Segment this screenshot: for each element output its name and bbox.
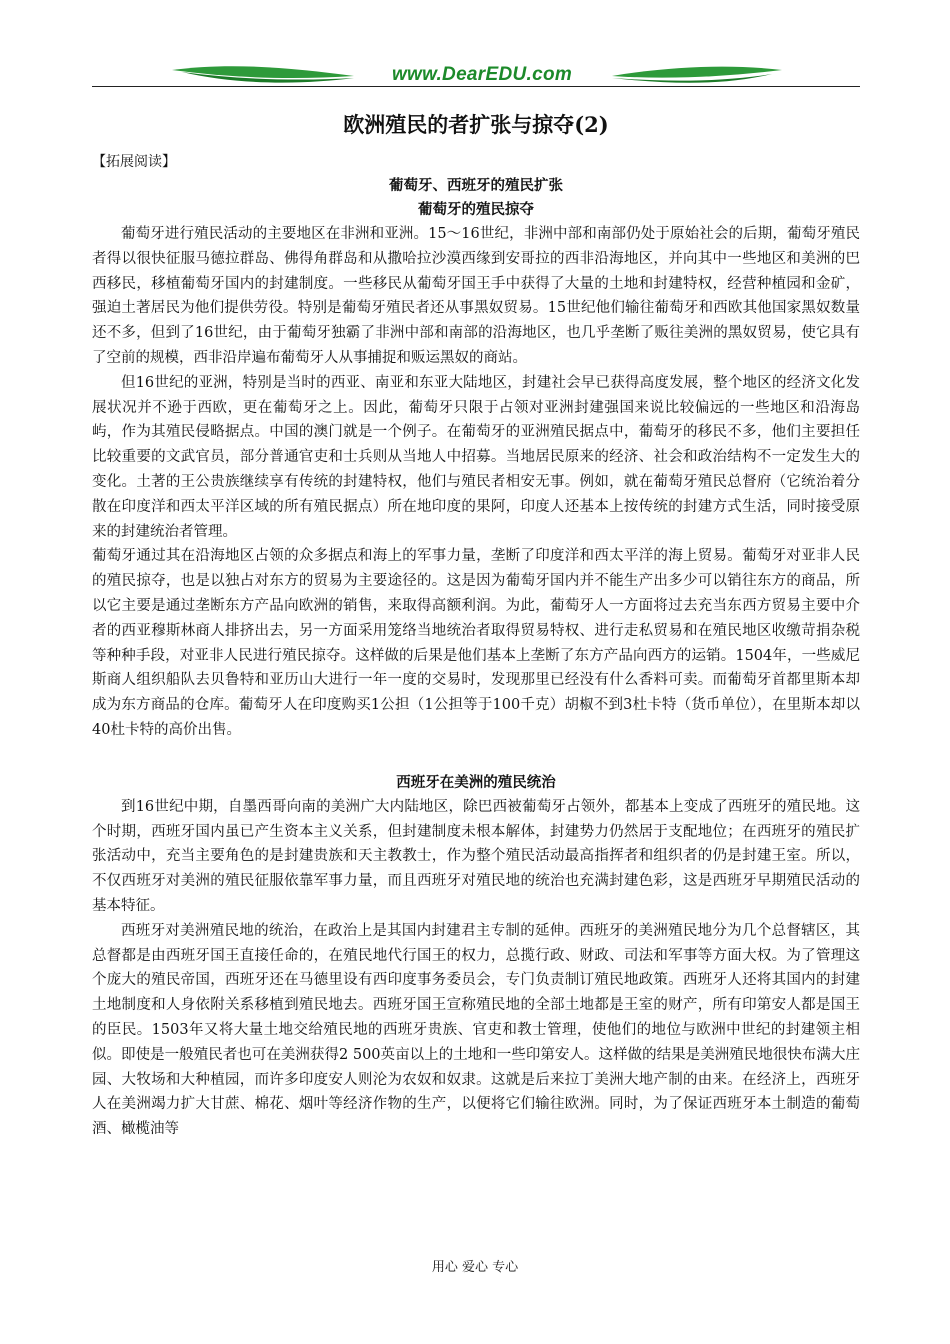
paragraph-3: 葡萄牙通过其在沿海地区占领的众多据点和海上的军事力量，垄断了印度洋和西太平洋的海上贸易。葡萄牙对亚非人民的殖民掠夺，也是以独占对东方的贸易为主要途径的。这是因为葡萄牙国内并不能生产出多少可以销往东方的商品，所以它主要是通过垄断东方产品向欧洲的销售，来取得高额利润。为此，葡萄牙人一方面将过去充当东西方贸易主要中介者的西亚穆斯林商人排挤出去，另一方面采用笼络当地统治者取得贸易特权、进行走私贸易和在殖民地区收缴苛捐杂税等种种手段，对亚非人民进行殖民掠夺。这样做的后果是他们基本上垄断了东方产品向西方的运销。1504年，一些威尼斯商人组织船队去贝鲁特和亚历山大进行一年一度的交易时，发现那里已经没有什么香料可卖。而葡萄牙首都里斯本却成为东方商品的仓库。葡萄牙人在印度购买1公担（1公担等于100千克）胡椒不到3杜卡特（货币单位），在里斯本却以40杜卡特的高价出售。 (92, 548, 860, 738)
paragraph-1: 葡萄牙进行殖民活动的主要地区在非洲和亚洲。15～16世纪，非洲中部和南部仍处于原始社会的后期，葡萄牙殖民者得以很快征服马德拉群岛、佛得角群岛和从撒哈拉沙漠西缘到安哥拉的西非沿海地区，并向其中一些地区和美洲的巴西移民，移植葡萄牙国内的封建制度。一些移民从葡萄牙国王手中获得了大量的土地和封建特权，经营种植园和金矿，强迫土著居民为他们提供劳役。特别是葡萄牙殖民者还从事黑奴贸易。15世纪他们输往葡萄牙和西欧其他国家黑奴数量还不多，但到了16世纪，由于葡萄牙独霸了非洲中部和南部的沿海地区，也几乎垄断了贩往美洲的黑奴贸易，使它具有了空前的规模，西非沿岸遍布葡萄牙人从事捕捉和贩运黑奴的商站。 (92, 226, 860, 366)
header-rule (92, 86, 860, 87)
paragraph-2: 但16世纪的亚洲，特别是当时的西亚、南亚和东亚大陆地区，封建社会早已获得高度发展，整个地区的经济文化发展状况并不逊于西欧，更在葡萄牙之上。因此，葡萄牙只限于占领对亚洲封建强国来说比较偏远的一些地区和沿海岛屿，作为其殖民侵略据点。中国的澳门就是一个例子。在葡萄牙的亚洲殖民据点中，葡萄牙的移民不多，他们主要担任比较重要的文武官员，部分普通官吏和士兵则从当地人中招募。当地居民原来的经济、社会和政治结构不一定发生大的变化。土著的王公贵族继续享有传统的封建特权，他们与殖民者相安无事。例如，就在葡萄牙殖民总督府（它统治着分散在印度洋和西太平洋区域的所有殖民据点）所在地印度的果阿，印度人还基本上按传统的封建方式生活，同时接受原来的封建统治者管理。 (92, 374, 860, 540)
site-logo-text: www.DearEDU.com (391, 64, 573, 85)
section-spacer (92, 743, 860, 771)
sub-heading-portugal: 葡萄牙的殖民掠夺 (418, 201, 534, 218)
paragraph-4: 到16世纪中期，自墨西哥向南的美洲广大内陆地区，除巴西被葡萄牙占领外，都基本上变成了西班牙的殖民地。这个时期，西班牙国内虽已产生资本主义关系，但封建制度未根本解体，封建势力仍然居于支配地位；在西班牙的殖民扩张活动中，充当主要角色的是封建贵族和天主教教士，作为整个殖民活动最高指挥者和组织者的仍是封建王室。所以，不仅西班牙对美洲的殖民征服依靠军事力量，而且西班牙对殖民地的统治也充满封建色彩，这是西班牙早期殖民活动的基本特征。 (92, 798, 860, 914)
left-swoosh (172, 66, 354, 78)
right-swoosh (612, 67, 782, 78)
section-tag: 【拓展阅读】 (92, 154, 176, 170)
document-body (92, 150, 860, 1142)
sub-heading-spain: 西班牙在美洲的殖民统治 (396, 773, 556, 791)
document-title: 欧洲殖民的者扩张与掠夺(2) (343, 112, 609, 137)
page-footer: 用心 爱心 专心 (431, 1260, 519, 1275)
main-heading: 葡萄牙、西班牙的殖民扩张 (389, 177, 563, 194)
paragraph-5: 西班牙对美洲殖民地的统治，在政治上是其国内封建君主专制的延伸。西班牙的美洲殖民地分为几个总督辖区，其总督都是由西班牙国王直接任命的，在殖民地代行国王的权力，总揽行政、财政、司法和军事等方面大权。为了管理这个庞大的殖民帝国，西班牙还在马德里设有西印度事务委员会，专门负责制订殖民地政策。西班牙人还将其国内的封建土地制度和人身依附关系移植到殖民地去。西班牙国王宣称殖民地的全部土地都是王室的财产，所有印第安人都是国王的臣民。1503年又将大量土地交给殖民地的西班牙贵族、官吏和教士管理，使他们的地位与欧洲中世纪的封建领主相似。即使是一般殖民者也可在美洲获得2 500英亩以上的土地和一些印第安人。这样做的结果是美洲殖民地很快布满大庄园、大牧场和大种植园，而许多印度安人则沦为农奴和奴隶。这就是后来拉丁美洲大地产制的由来。在经济上，西班牙人在美洲竭力扩大甘蔗、棉花、烟叶等经济作物的生产，以便将它们输往欧洲。同时，为了保证西班牙本土制造的葡萄酒、橄榄油等 (92, 922, 860, 1138)
